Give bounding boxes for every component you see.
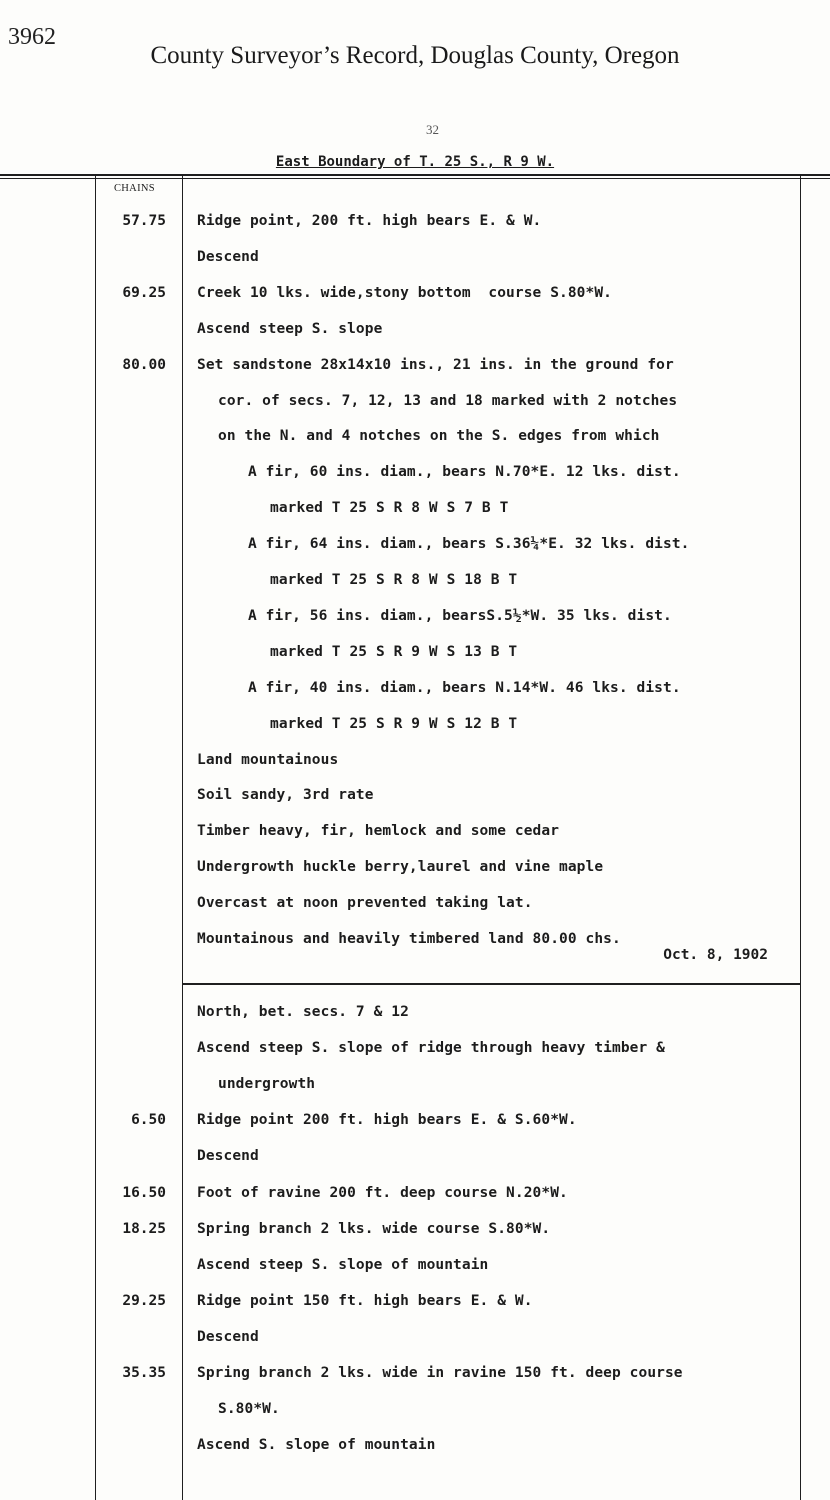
doc-number: 3962 bbox=[8, 24, 56, 50]
record-row bbox=[0, 1217, 830, 1245]
record-text: Creek 10 lks. wide,stony bottom course S.80*W. bbox=[197, 284, 612, 301]
section-title-text: East Boundary of T. 25 S., R 9 W. bbox=[275, 154, 555, 170]
record-row bbox=[0, 245, 830, 273]
chains-value: 69.25 bbox=[122, 284, 166, 301]
page-title: County Surveyor’s Record, Douglas County, Oregon bbox=[150, 42, 680, 69]
record-row bbox=[0, 1000, 830, 1028]
record-text: marked T 25 S R 8 W S 18 B T bbox=[270, 572, 518, 588]
record-row bbox=[0, 1072, 830, 1100]
record-row bbox=[0, 819, 830, 847]
chains-value: 16.50 bbox=[122, 1184, 166, 1201]
record-text: Ascend steep S. slope of ridge through heavy timber & bbox=[197, 1040, 665, 1057]
chains-value: 57.75 bbox=[122, 213, 166, 229]
record-row bbox=[0, 424, 830, 452]
chains-column-label: CHAINS bbox=[114, 183, 155, 194]
record-text: Spring branch 2 lks. wide in ravine 150 ft. deep course bbox=[197, 1365, 683, 1381]
record-text: Descend bbox=[197, 248, 259, 265]
record-text: Set sandstone 28x14x10 ins., 21 ins. in the ground for bbox=[197, 356, 674, 373]
chains-value: 18.25 bbox=[122, 1220, 166, 1237]
record-row bbox=[0, 209, 830, 237]
record-text: Ridge point, 200 ft. high bears E. & W. bbox=[197, 213, 542, 229]
record-text: marked T 25 S R 9 W S 12 B T bbox=[270, 715, 518, 732]
record-row bbox=[0, 389, 830, 417]
record-text: Ridge point 150 ft. high bears E. & W. bbox=[197, 1292, 533, 1309]
record-row bbox=[0, 1289, 830, 1317]
record-text: S.80*W. bbox=[218, 1401, 280, 1418]
chains-value: 80.00 bbox=[122, 356, 166, 373]
record-text: Mountainous and heavily timbered land 80.00 chs. bbox=[197, 931, 621, 947]
record-text: A fir, 64 ins. diam., bears S.36¼*E. 32 lks. dist. bbox=[248, 536, 690, 553]
record-row bbox=[0, 855, 830, 883]
record-row bbox=[0, 1144, 830, 1172]
record-row bbox=[0, 676, 830, 704]
record-row bbox=[0, 604, 830, 632]
record-row bbox=[0, 317, 830, 345]
record-text: Ascend S. slope of mountain bbox=[197, 1437, 436, 1454]
chains-value: 35.35 bbox=[122, 1365, 166, 1381]
record-text: Timber heavy, fir, hemlock and some cedar bbox=[197, 823, 560, 840]
record-text: Land mountainous bbox=[197, 751, 339, 768]
record-row bbox=[0, 281, 830, 309]
record-text: marked T 25 S R 8 W S 7 B T bbox=[270, 500, 509, 517]
record-text: Spring branch 2 lks. wide course S.80*W. bbox=[197, 1220, 551, 1237]
record-text: Ascend steep S. slope of mountain bbox=[197, 1256, 489, 1273]
record-row bbox=[0, 712, 830, 740]
record-text: Overcast at noon prevented taking lat. bbox=[197, 895, 533, 912]
record-text: A fir, 40 ins. diam., bears N.14*W. 46 lks. dist. bbox=[248, 679, 681, 696]
record-row bbox=[0, 568, 830, 596]
record-text: Ascend steep S. slope bbox=[197, 320, 383, 337]
record-row bbox=[0, 1361, 830, 1389]
record-row bbox=[0, 1253, 830, 1281]
entry-date: Oct. 8, 1902 bbox=[663, 947, 768, 963]
record-row bbox=[0, 496, 830, 524]
chains-value: 6.50 bbox=[131, 1112, 166, 1129]
record-row bbox=[0, 532, 830, 560]
record-row bbox=[0, 460, 830, 488]
chains-value: 29.25 bbox=[122, 1292, 166, 1309]
record-text: Undergrowth huckle berry,laurel and vine maple bbox=[197, 859, 604, 876]
record-text: A fir, 56 ins. diam., bearsS.5½*W. 35 lks. dist. bbox=[248, 607, 672, 624]
record-row bbox=[0, 1036, 830, 1064]
record-text: Descend bbox=[197, 1148, 259, 1165]
record-row bbox=[0, 748, 830, 776]
record-row bbox=[0, 1181, 830, 1209]
record-row bbox=[0, 1108, 830, 1136]
page-mark: 32 bbox=[426, 122, 439, 137]
record-text: Foot of ravine 200 ft. deep course N.20*W. bbox=[197, 1184, 568, 1201]
record-text: marked T 25 S R 9 W S 13 B T bbox=[270, 643, 518, 660]
record-row bbox=[0, 1397, 830, 1425]
record-text: Descend bbox=[197, 1328, 259, 1345]
record-row bbox=[0, 1433, 830, 1461]
record-text: A fir, 60 ins. diam., bears N.70*E. 12 lks. dist. bbox=[248, 464, 681, 481]
record-row bbox=[0, 1325, 830, 1353]
record-text: cor. of secs. 7, 12, 13 and 18 marked with 2 notches bbox=[218, 392, 678, 409]
record-text: Soil sandy, 3rd rate bbox=[197, 787, 374, 804]
record-row bbox=[0, 783, 830, 811]
record-row bbox=[0, 353, 830, 381]
record-text: on the N. and 4 notches on the S. edges from which bbox=[218, 428, 660, 445]
record-row bbox=[0, 640, 830, 668]
record-row bbox=[0, 891, 830, 919]
record-text: undergrowth bbox=[218, 1076, 316, 1093]
record-text: Ridge point 200 ft. high bears E. & S.60*W. bbox=[197, 1112, 577, 1129]
record-text: North, bet. secs. 7 & 12 bbox=[197, 1004, 409, 1020]
